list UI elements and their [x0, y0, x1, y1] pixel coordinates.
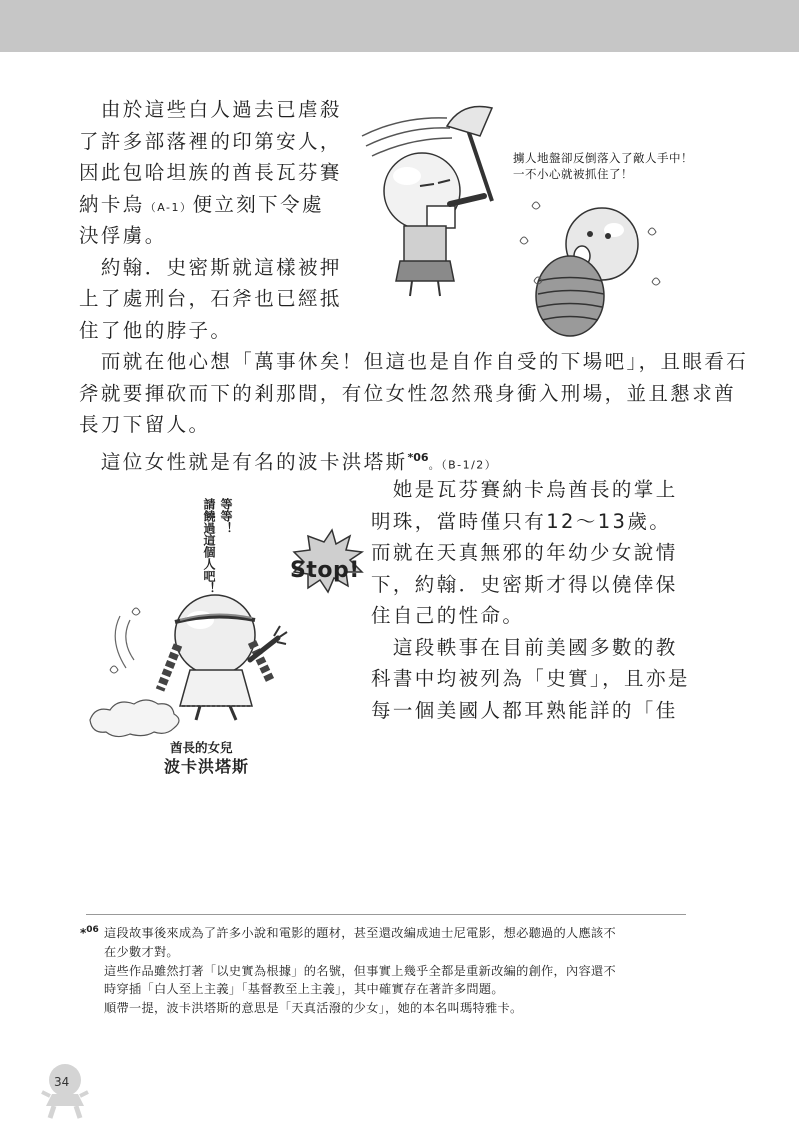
- footnote-line: 順帶一提，波卡洪塔斯的意思是「天真活潑的少女」，她的本名叫瑪特雅卡。: [104, 1001, 523, 1016]
- figure-reference: （A-1）: [144, 200, 193, 214]
- text-line: 這段軼事在目前美國多數的教: [392, 635, 678, 659]
- captive-speech-text: 擄人地盤卻反倒落入了敵人手中！ 一不小心就被抓住了！: [513, 151, 693, 181]
- text-line: 科書中均被列為「史實」，且亦是: [371, 667, 690, 690]
- pocahontas-speech-col2: 請饒過這個人吧！: [202, 498, 216, 594]
- paragraph-daughter: [371, 474, 690, 726]
- text-line: 約翰．史密斯就這樣被押: [100, 255, 342, 279]
- page-number: 34: [54, 1075, 70, 1089]
- figure-caption-name: 波卡洪塔斯: [164, 757, 250, 776]
- text-line: 而就在他心想「萬事休矣！但這也是自作自受的下場吧」，且眼看石: [100, 350, 749, 373]
- footnote-line: 這段故事後來成為了許多小說和電影的題材，甚至還改編成迪士尼電影，想必聽過的人應該不: [104, 926, 616, 940]
- text-line: 住了他的脖子。: [79, 318, 233, 342]
- figure-caption-role: 酋長的女兒: [170, 740, 233, 755]
- text-line: 住自己的性命。: [371, 604, 525, 627]
- text-line: 每一個美國人都耳熟能詳的「佳: [371, 698, 678, 722]
- header-bar: [0, 0, 799, 52]
- text-line: 明珠，當時僅只有12～13歲。: [371, 509, 672, 533]
- execution-illustration: [352, 96, 692, 356]
- text-line: 了許多部落裡的印第安人，: [79, 129, 342, 153]
- text-line: 長刀下留人。: [79, 413, 211, 436]
- paragraph-rescue: [79, 346, 748, 441]
- paragraph-pocahontas: [79, 442, 497, 474]
- page-mascot-icon: [40, 1060, 90, 1120]
- pocahontas-illustration: [70, 520, 310, 750]
- stop-label: Stop!: [290, 558, 360, 583]
- footnote-divider: [86, 914, 686, 915]
- text-line: 而就在天真無邪的年幼少女說情: [371, 541, 678, 564]
- figure-reference: 。（B-1/2）: [428, 458, 498, 472]
- pocahontas-speech-col1: 等等！: [219, 498, 233, 534]
- text-line: 由於這些白人過去已虐殺: [100, 98, 342, 121]
- paragraph-execution: [79, 94, 342, 346]
- text-line: 決俘虜。: [79, 224, 167, 247]
- footnote-text: [104, 924, 616, 1018]
- text-line: 上了處刑台，石斧也已經抵: [79, 287, 342, 310]
- text-line: 這位女性就是有名的波卡洪塔斯$^{*06}$。（B-1/2）: [100, 450, 498, 474]
- text-line: 她是瓦芬賽納卡烏酋長的掌上: [392, 478, 678, 501]
- footnote-marker: *06: [407, 451, 429, 464]
- footnote-line: 這些作品雖然打著「以史實為根據」的名號，但事實上幾乎全都是重新改編的創作，內容還不: [104, 963, 616, 978]
- text-line: 納卡烏（A-1）便立刻下令處: [79, 192, 324, 216]
- text-line: 因此包哈坦族的酋長瓦芬賽: [79, 161, 342, 184]
- footnote-line: 時穿插「白人至上主義」「基督教至上主義」，其中確實存在著許多問題。: [104, 982, 504, 997]
- footnote-mark: *$^{06}$: [80, 925, 99, 940]
- text-line: 斧就要揮砍而下的剎那間，有位女性忽然飛身衝入刑場，並且懇求酋: [79, 381, 737, 405]
- footnote-line: 在少數才對。: [104, 944, 179, 959]
- text-line: 下，約翰．史密斯才得以僥倖保: [371, 572, 678, 596]
